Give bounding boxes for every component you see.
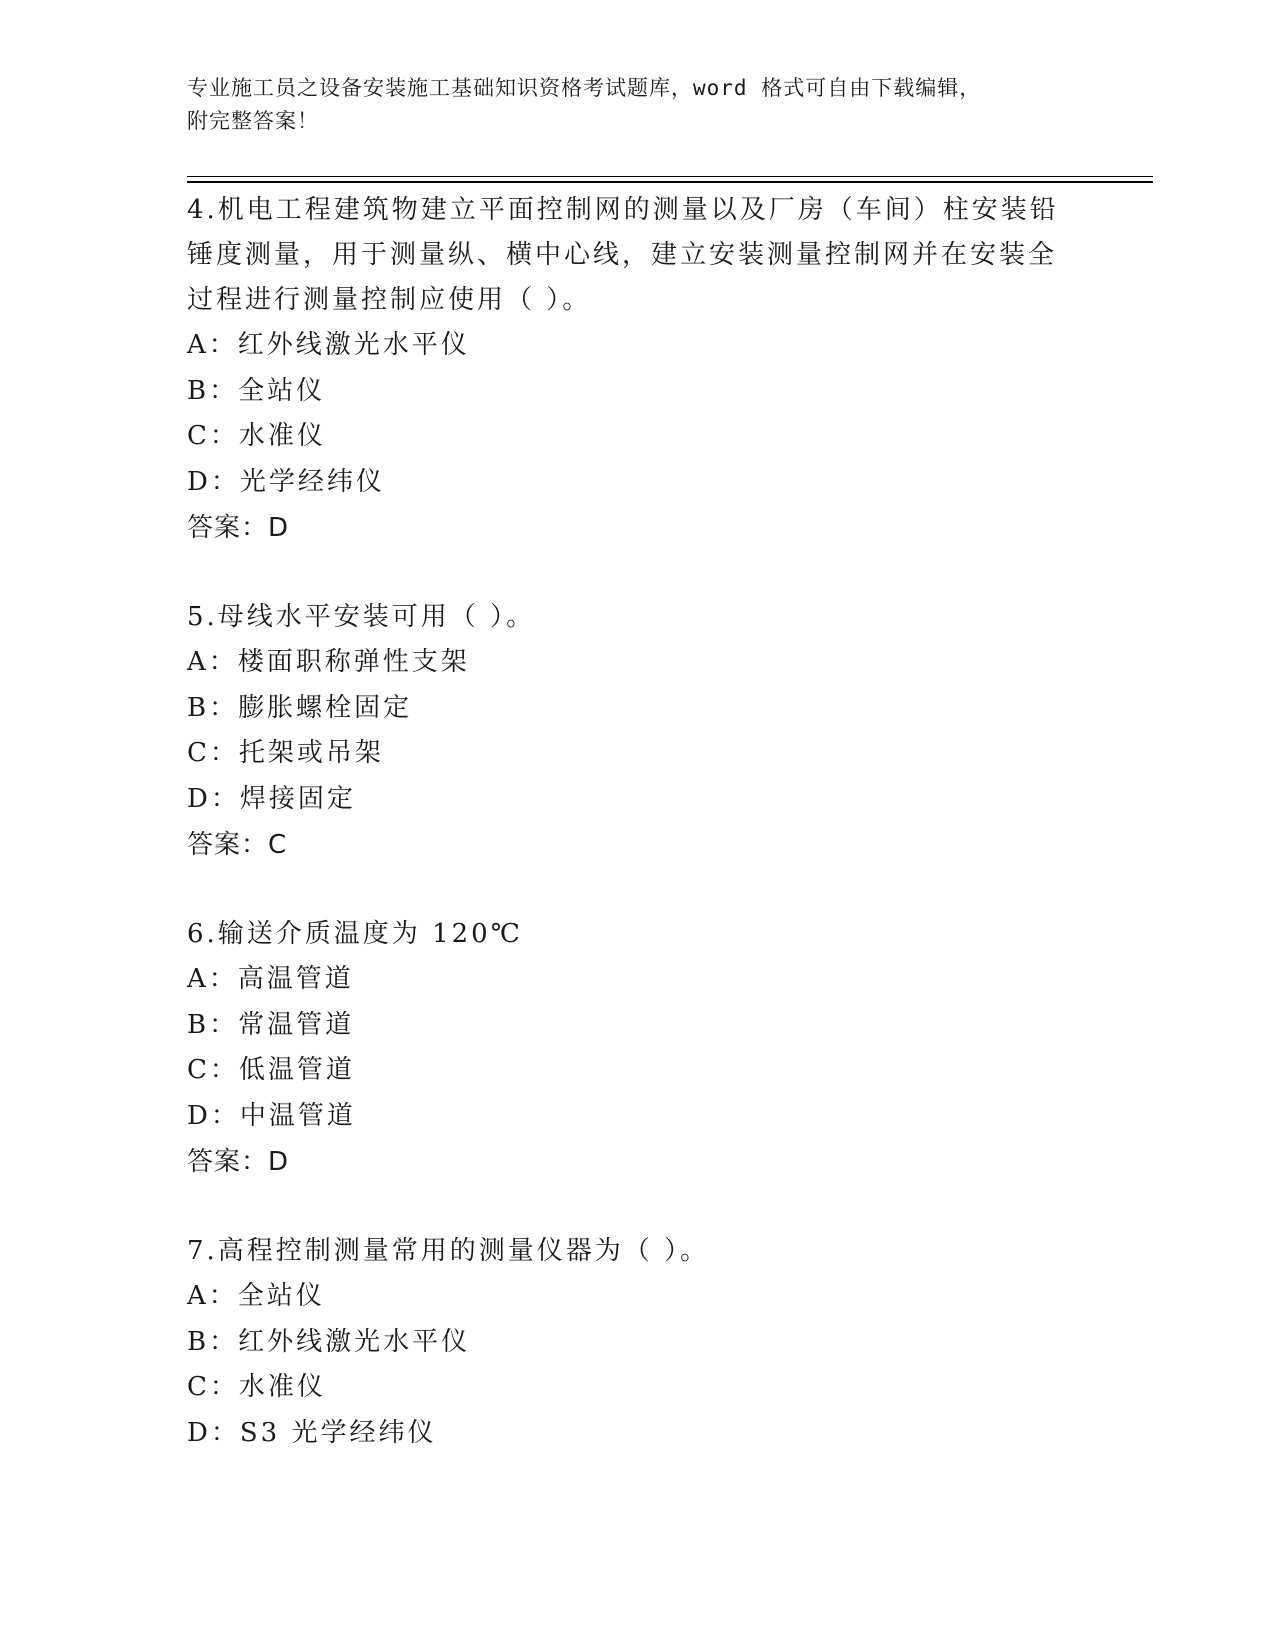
- document-header: [187, 72, 1087, 138]
- question-stem: 6.输送介质温度为 120℃: [187, 919, 523, 949]
- answer-line: 答案：C: [187, 830, 288, 860]
- option-d: D：S3 光学经纬仪: [187, 1417, 437, 1448]
- option-c: C：水准仪: [187, 421, 326, 451]
- option-c: C：水准仪: [187, 1372, 326, 1402]
- option-b: B：常温管道: [187, 1009, 355, 1040]
- option-b: B：全站仪: [187, 375, 326, 406]
- option-c: C：托架或吊架: [187, 738, 384, 768]
- question-7: [187, 1229, 1067, 1456]
- option-a: A：全站仪: [187, 1281, 325, 1311]
- question-list: [187, 188, 1067, 1500]
- option-d: D：焊接固定: [187, 783, 356, 814]
- answer-line: 答案：D: [187, 513, 290, 543]
- question-stem: 5.母线水平安装可用（ ）。: [187, 602, 536, 632]
- question-6: [187, 912, 1067, 1185]
- header-divider-top: [187, 176, 1153, 177]
- header-line-2: 附完整答案！: [187, 109, 319, 133]
- option-a: A：楼面职称弹性支架: [187, 647, 470, 677]
- header-divider-bottom: [187, 181, 1153, 183]
- question-4: [187, 188, 1067, 551]
- option-d: D：中温管道: [187, 1100, 356, 1131]
- option-c: C：低温管道: [187, 1055, 355, 1085]
- question-5: [187, 595, 1067, 868]
- option-b: B：膨胀螺栓固定: [187, 692, 413, 723]
- question-stem: 7.高程控制测量常用的测量仪器为（ ）。: [187, 1236, 710, 1266]
- answer-line: 答案：D: [187, 1147, 290, 1177]
- option-b: B：红外线激光水平仪: [187, 1326, 471, 1357]
- header-line-1: 专业施工员之设备安装施工基础知识资格考试题库，word 格式可自由下载编辑，: [187, 76, 982, 100]
- option-a: A：红外线激光水平仪: [187, 330, 470, 360]
- option-a: A：高温管道: [187, 964, 354, 994]
- option-d: D：光学经纬仪: [187, 466, 385, 497]
- question-stem: 4.机电工程建筑物建立平面控制网的测量以及厂房（车间）柱安装铅锤度测量，用于测量纵、横中心线，建立安装测量控制网并在安装全过程进行测量控制应使用（ ）。: [187, 195, 1059, 315]
